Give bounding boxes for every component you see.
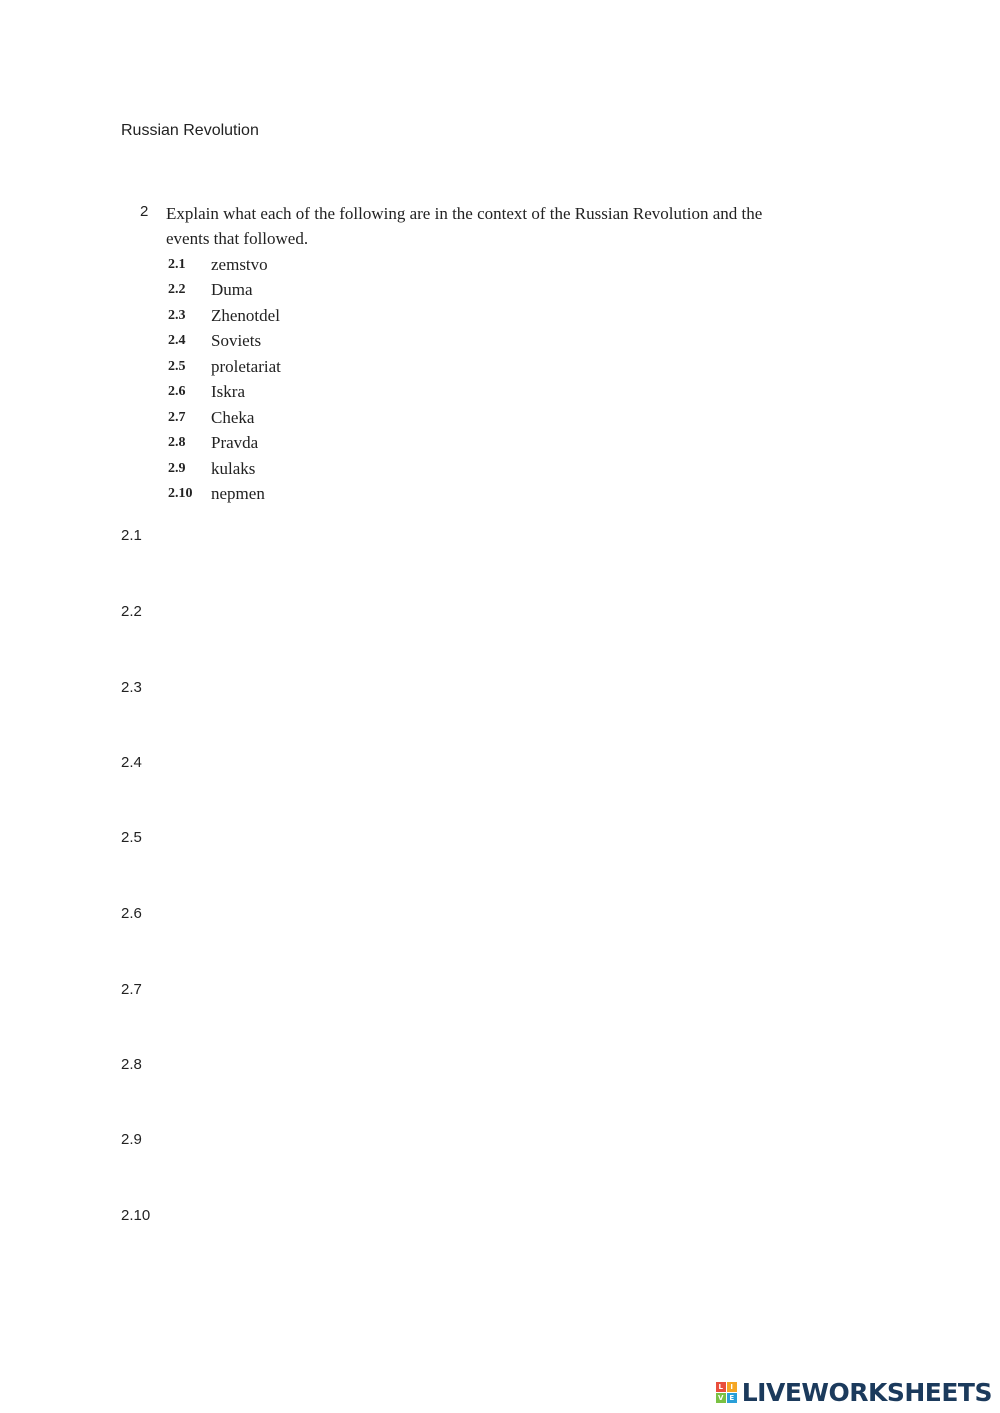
liveworksheets-logo-icon: [716, 1382, 737, 1403]
answer-area-2-1[interactable]: [170, 518, 870, 558]
answer-area-2-8[interactable]: [170, 1047, 870, 1087]
answer-label-2-7: 2.7: [121, 981, 142, 998]
answer-label-2-2: 2.2: [121, 603, 142, 620]
term-number: 2.8: [168, 435, 186, 451]
answer-label-2-6: 2.6: [121, 905, 142, 922]
term-name: zemstvo: [211, 254, 268, 274]
logo-letter: I: [727, 1382, 737, 1392]
term-name: Pravda: [211, 433, 259, 453]
term-name: nepmen: [211, 484, 265, 504]
question-text: Explain what each of the following are in the context of the Russian Revolution and the events that followed.: [166, 204, 763, 248]
answer-area-2-3[interactable]: [170, 670, 870, 710]
term-item: [168, 482, 281, 508]
term-item: [168, 456, 281, 482]
answer-label-2-9: 2.9: [121, 1131, 142, 1148]
term-number: 2.5: [168, 358, 186, 374]
term-number: 2.7: [168, 409, 186, 425]
term-number: 2.4: [168, 333, 186, 349]
term-item: [168, 431, 281, 457]
answer-area-2-5[interactable]: [170, 820, 870, 860]
document-title: Russian Revolution: [121, 122, 259, 139]
liveworksheets-brand: [716, 1378, 992, 1407]
answer-area-2-2[interactable]: [170, 594, 870, 634]
term-name: Soviets: [211, 331, 262, 351]
term-item: [168, 405, 281, 431]
term-number: 2.10: [168, 486, 193, 502]
term-number: 2.1: [168, 256, 186, 272]
term-name: Zhenotdel: [211, 305, 280, 325]
answer-label-2-4: 2.4: [121, 754, 142, 771]
term-number: 2.9: [168, 460, 186, 476]
answer-label-2-1: 2.1: [121, 527, 142, 544]
answer-area-2-4[interactable]: [170, 745, 870, 785]
answer-label-2-8: 2.8: [121, 1056, 142, 1073]
logo-letter: E: [727, 1393, 737, 1403]
answer-area-2-9[interactable]: [170, 1122, 870, 1162]
term-number: 2.6: [168, 384, 186, 400]
answer-label-2-5: 2.5: [121, 829, 142, 846]
term-item: [168, 252, 281, 278]
logo-letter: L: [716, 1382, 726, 1392]
logo-letter: V: [716, 1393, 726, 1403]
answer-label-2-10: 2.10: [121, 1207, 151, 1224]
term-list: [168, 252, 281, 507]
term-name: proletariat: [211, 356, 281, 376]
term-name: Iskra: [211, 382, 245, 402]
term-item: [168, 329, 281, 355]
brand-text: LIVEWORKSHEETS: [741, 1378, 992, 1407]
term-item: [168, 303, 281, 329]
term-name: Duma: [211, 280, 253, 300]
term-number: 2.2: [168, 282, 186, 298]
term-item: [168, 278, 281, 304]
answer-area-2-10[interactable]: [170, 1198, 870, 1238]
term-item: [168, 354, 281, 380]
answer-area-2-6[interactable]: [170, 896, 870, 936]
answer-area-2-7[interactable]: [170, 972, 870, 1012]
question-number: 2: [140, 203, 149, 220]
term-number: 2.3: [168, 307, 186, 323]
term-name: Cheka: [211, 407, 255, 427]
answer-label-2-3: 2.3: [121, 679, 142, 696]
term-item: [168, 380, 281, 406]
term-name: kulaks: [211, 458, 256, 478]
